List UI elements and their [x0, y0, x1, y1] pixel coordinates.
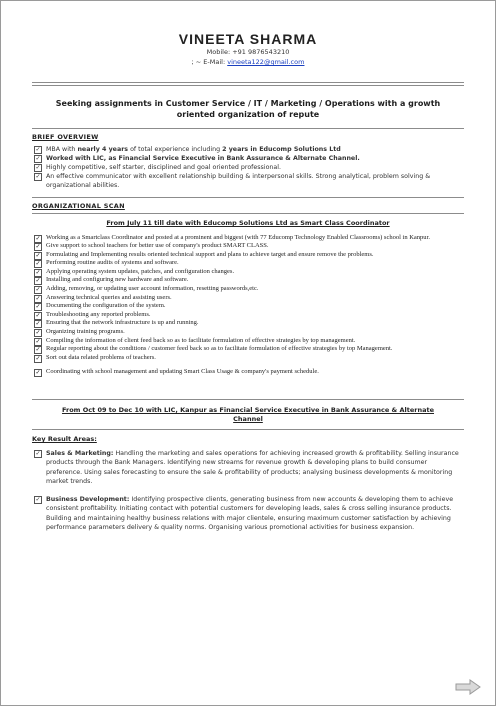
checked-box-icon: ✓ [35, 330, 41, 337]
checked-box-icon: ✓ [35, 173, 41, 180]
checked-box-icon: ✓ [35, 347, 41, 354]
list-item: ✓ Business Development: Identifying prospective clients, generating business from new accounts & developing them to achieve consistent profitability. Initiating contact with potential customers for developing leads, sales & cross selling insurance products. Building and maintaining healthy business relations with major clientele, ensuring maximum customer satisfaction by achieving performance parameters delivery & quality norms. Organising various promotional activities for business expansion. [35, 496, 454, 532]
list-item: ✓ Highly competitive, self starter, disciplined and goal oriented professional. [35, 164, 282, 171]
checked-box-icon: ✓ [35, 496, 41, 504]
list-item: ✓ MBA with nearly 4 years of total experience including 2 years in Educomp Solutions Ltd [35, 146, 341, 153]
checked-box-icon: ✓ [35, 146, 41, 153]
checked-box-icon: ✓ [35, 287, 41, 294]
checked-box-icon: ✓ [35, 261, 41, 268]
list-item: ✓ Coordinating with school management and updating Smart Class Usage & company's payment schedule. [35, 368, 319, 377]
checked-box-icon: ✓ [35, 304, 41, 311]
job2-title: From Oct 09 to Dec 10 with LIC, Kanpur as Financial Service Executive in Bank Assurance & Alternate Channel [61, 406, 435, 423]
resume-header [1, 1, 495, 67]
org-scan-title: ORGANIZATIONAL SCAN [32, 202, 125, 210]
divider [32, 213, 464, 214]
list-item: ✓ Applying operating system updates, patches, and configuration changes. [35, 267, 235, 276]
job1-duties-list [1, 234, 495, 363]
job1-last-item [1, 368, 495, 377]
checked-box-icon: ✓ [35, 244, 41, 251]
checked-box-icon: ✓ [35, 450, 41, 457]
kra-title: Key Result Areas: [32, 435, 97, 443]
brief-overview-title: BRIEF OVERVIEW [32, 133, 99, 141]
checked-box-icon: ✓ [35, 321, 41, 328]
list-item: ✓ Installing and configuring new hardware and software. [35, 276, 189, 285]
checked-box-icon: ✓ [35, 370, 41, 377]
checked-box-icon: ✓ [35, 338, 41, 345]
list-item: ✓ Worked with LIC, as Financial Service Executive in Bank Assurance & Alternate Channel. [35, 155, 360, 162]
job1-title: From July 11 till date with Educomp Solutions Ltd as Smart Class Coordinator [106, 219, 390, 227]
brief-overview-list [1, 145, 495, 190]
list-item: ✓ Working as a Smartclass Coordinator and posted at a prominent and biggest (with 77 Educomp Technology Enabled Classrooms) school in Kanpur. [35, 233, 430, 242]
email-label: ; ~ E-Mail: [191, 58, 226, 66]
checked-box-icon: ✓ [35, 235, 41, 242]
list-item: ✓ Sales & Marketing: Handling the marketing and sales operations for achieving increased growth & profitability. Selling insurance products through the Bank Managers. Identifying new streams for revenue growth & developing plans to build consumer preference. Using sales forecasting to ensure the sale & profitability of products; analysing business developments & monitoring market trends. [35, 450, 459, 485]
list-item: ✓ Organizing training programs. [35, 328, 125, 337]
checked-box-icon: ✓ [35, 155, 41, 162]
checked-box-icon: ✓ [35, 164, 41, 171]
divider [32, 82, 464, 83]
divider [32, 197, 464, 198]
divider [32, 128, 464, 129]
checked-box-icon: ✓ [35, 252, 41, 259]
objective-statement: Seeking assignments in Customer Service / IT / Marketing / Operations with a growth oriented organization of repute [55, 99, 441, 119]
checked-box-icon: ✓ [35, 312, 41, 319]
list-item: ✓ Formulating and Implementing results oriented technical support and plans to achieve target and ensure remove the problems. [35, 250, 374, 259]
list-item: ✓ Answering technical queries and assisting users. [35, 293, 172, 302]
list-item: ✓ Regular reporting about the conditions / customer feed back so as to facilitate formulation of effective strategies by top Management. [35, 345, 393, 354]
next-arrow-icon[interactable] [455, 679, 481, 695]
list-item: ✓ An effective communicator with excellent relationship building & interpersonal skills. Strong analytical, problem solving & organizational abilities. [35, 173, 431, 189]
list-item: ✓ Troubleshooting any reported problems. [35, 310, 151, 319]
divider [32, 429, 464, 430]
kra-list [1, 449, 495, 532]
list-item: ✓ Adding, removing, or updating user account information, resetting passwords,etc. [35, 285, 259, 294]
list-item: ✓ Ensuring that the network infrastructure is up and running. [35, 319, 199, 328]
list-item: ✓ Performing routine audits of systems and software. [35, 259, 179, 268]
divider [32, 399, 464, 400]
checked-box-icon: ✓ [35, 295, 41, 302]
email-line [1, 57, 495, 67]
list-item: ✓ Documenting the configuration of the system. [35, 302, 166, 311]
candidate-name: VINEETA SHARMA [178, 31, 318, 47]
list-item: ✓ Compiling the information of client feed back so as to facilitate formulation of effective strategies by top management. [35, 336, 356, 345]
email-link[interactable]: vineeta122@gmail.com [227, 58, 305, 66]
list-item: ✓ Sort out data related problems of teachers. [35, 353, 156, 362]
divider [32, 85, 464, 86]
mobile-line: Mobile: +91 9876543210 [206, 48, 290, 56]
checked-box-icon: ✓ [35, 278, 41, 285]
checked-box-icon: ✓ [35, 269, 41, 276]
list-item: ✓ Give support to school teachers for better use of company's product SMART CLASS. [35, 242, 269, 251]
checked-box-icon: ✓ [35, 355, 41, 362]
